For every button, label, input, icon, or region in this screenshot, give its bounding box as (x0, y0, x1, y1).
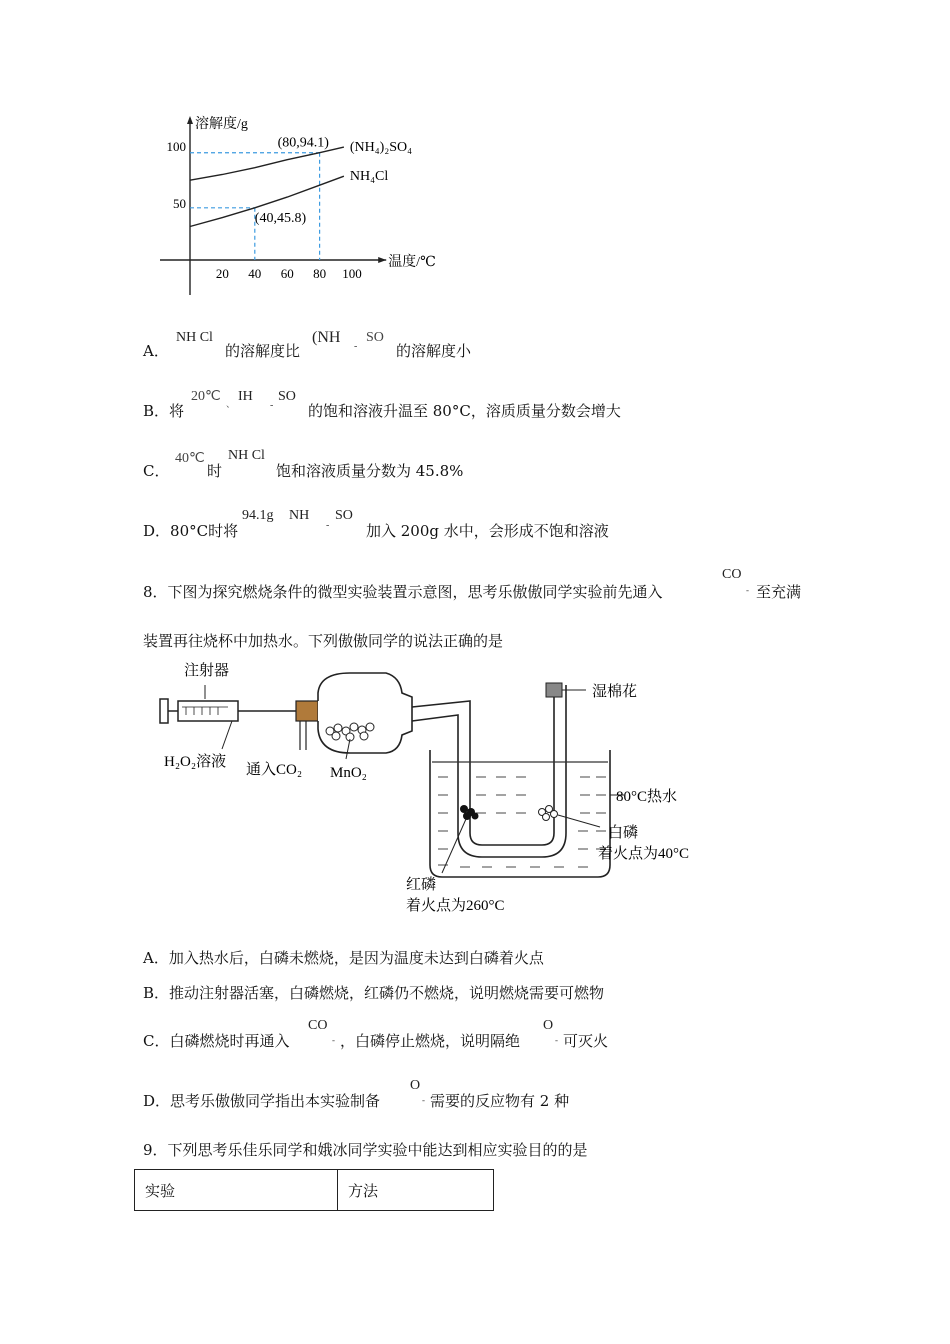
beaker (430, 750, 610, 877)
q8-d-frag1: O (410, 1078, 421, 1093)
series-label-1: (NH₄)₂SO₄ (349, 140, 412, 156)
combustion-apparatus-diagram (150, 655, 710, 920)
q7-b-frag2: 、 (226, 399, 236, 409)
q7-b-prefix: B．将 (143, 402, 185, 420)
q7-a-mid: 的溶解度比 (225, 342, 301, 360)
series-label-2: NH₄Cl (349, 169, 389, 185)
q7-a-frag2: (NH (312, 329, 341, 346)
q7-b-frag3: IH (238, 389, 253, 404)
x-tick-label: 40 (248, 266, 262, 281)
x-tick-label: 100 (342, 266, 362, 281)
wet-cotton-plug (546, 683, 562, 697)
y-tick-label: 50 (173, 196, 186, 211)
q7-a-prefix: A． (143, 342, 169, 360)
q8-c-suffix: 可灭火 (563, 1032, 609, 1050)
q7-c-prefix: C． (143, 462, 170, 480)
q8-c-frag2-dash: - (555, 1035, 558, 1045)
q8-c-frag1-dash: - (332, 1035, 335, 1045)
annotation-label-2: (40,45.8) (254, 210, 307, 226)
x-tick-label: 80 (313, 266, 327, 281)
q8-stem-line2: 装置再往烧杯中加热水。下列傲傲同学的说法正确的是 (143, 632, 504, 650)
co2-inlet-tube (300, 721, 306, 750)
x-tick-label: 60 (280, 266, 294, 281)
y-axis-title: 溶解度/g (195, 117, 248, 132)
table-row (135, 1170, 494, 1211)
q8-stem-dash: - (746, 585, 749, 595)
co2-inlet-label: 通入CO₂ (246, 762, 303, 778)
q9-header-experiment: 实验 (135, 1170, 338, 1211)
red-phosphorus-label: 红磷 (406, 877, 437, 893)
x-tick-label: 20 (215, 266, 229, 281)
q7-d-prefix: D．80°C时将 (143, 522, 239, 540)
q8-d-suffix: 需要的反应物有 2 种 (430, 1092, 570, 1110)
wet-cotton-label: 湿棉花 (592, 684, 638, 700)
syringe-label: 注射器 (184, 663, 230, 679)
x-axis-arrow (378, 257, 386, 263)
q9-stem: 9．下列思考乐佳乐同学和娥冰同学实验中能达到相应实验目的的是 (143, 1141, 588, 1159)
q8-stem-line1: 8．下图为探究燃烧条件的微型实验装置示意图，思考乐傲傲同学实验前先通入 (143, 583, 663, 601)
q7-a-frag3: SO (366, 330, 384, 345)
q8-stem-end: 至充满 (756, 583, 802, 601)
q8-c-frag2: O (543, 1018, 554, 1033)
rubber-stopper (296, 701, 318, 721)
q7-b-suffix: 的饱和溶液升温至 80°C，溶质质量分数会增大 (308, 402, 621, 420)
series-line-1 (190, 147, 344, 180)
q9-table (134, 1169, 494, 1211)
white-phosphorus-label: 白磷 (608, 825, 639, 841)
q7-d-frag4: SO (335, 508, 353, 523)
hot-water-label: 80°C热水 (616, 789, 678, 805)
h2o2-label: H₂O₂溶液 (164, 754, 227, 770)
q8-stem-frag: CO (722, 567, 742, 582)
q7-c-mid: 时 (207, 462, 223, 480)
q7-a-frag1: NH Cl (176, 330, 213, 345)
q8-option-b: B．推动注射器活塞，白磷燃烧，红磷仍不燃烧，说明燃烧需要可燃物 (143, 984, 605, 1002)
q7-d-frag1: 94.1g (242, 508, 274, 523)
q7-b-frag1: 20℃ (191, 389, 221, 404)
delivery-tube-inner (412, 685, 566, 857)
q7-d-suffix: 加入 200g 水中，会形成不饱和溶液 (366, 522, 609, 540)
q8-d-frag1-dash: - (422, 1095, 425, 1105)
q7-b-frag5: SO (278, 389, 296, 404)
mno2-label: MnO₂ (330, 765, 367, 781)
q8-c-prefix: C．白磷燃烧时再通入 (143, 1032, 290, 1050)
syringe (160, 699, 300, 723)
y-tick-label: 100 (166, 139, 186, 154)
q8-c-mid: ，白磷停止燃烧，说明隔绝 (340, 1032, 521, 1050)
q7-b-frag4: - (270, 400, 274, 411)
q7-c-frag1: 40℃ (175, 451, 205, 466)
red-phosphorus-ignition: 着火点为260°C (406, 898, 505, 914)
annotation-label-1: (80,94.1) (277, 135, 329, 151)
x-axis-title: 温度/℃ (388, 255, 436, 270)
q7-c-frag2: NH Cl (228, 448, 265, 463)
solubility-chart (150, 110, 450, 300)
white-phosphorus-ignition: 着火点为40°C (598, 846, 690, 862)
q7-d-frag2: NH (289, 508, 310, 523)
q8-d-prefix: D．思考乐傲傲同学指出本实验制备 (143, 1092, 381, 1110)
q9-header-method: 方法 (338, 1170, 494, 1211)
reaction-flask (318, 673, 412, 753)
q7-c-suffix: 饱和溶液质量分数为 45.8% (276, 462, 464, 480)
q7-a-suffix: 的溶解度小 (396, 342, 472, 360)
y-axis-arrow (187, 116, 193, 124)
q7-a-frag4: - (354, 341, 358, 352)
delivery-tube-outer (412, 685, 554, 845)
q8-c-frag1: CO (308, 1018, 328, 1033)
q7-d-frag3: - (326, 520, 330, 531)
q8-option-a: A．加入热水后，白磷未燃烧，是因为温度未达到白磷着火点 (143, 949, 544, 967)
